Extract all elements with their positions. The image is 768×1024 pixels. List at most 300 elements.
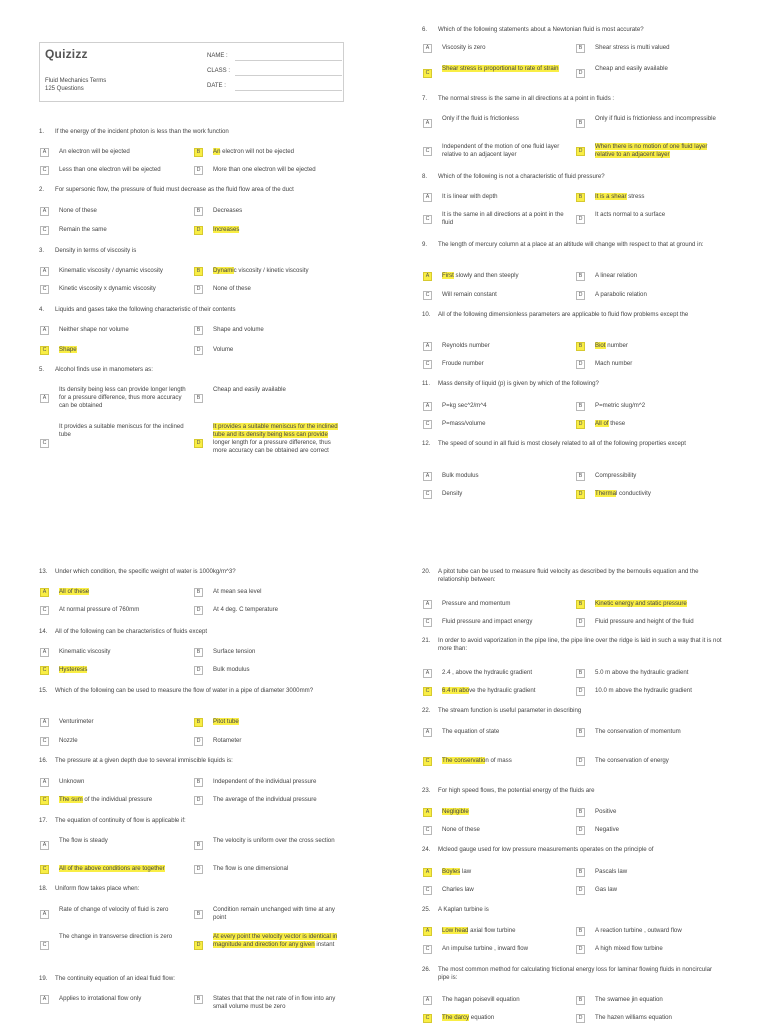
option-b-checkbox[interactable]: B: [576, 728, 585, 737]
option-b-checkbox[interactable]: B: [194, 778, 203, 787]
option-c-checkbox[interactable]: C: [423, 826, 432, 835]
option-a-text: The flow is steady: [59, 837, 108, 844]
option-d-text: [213, 226, 343, 234]
question-prompt: If the energy of the incident photon is less than the work function: [55, 128, 229, 135]
option-c-text: None of these: [442, 826, 480, 833]
highlighted-answer: The conservatio: [442, 757, 486, 764]
option-a-text: Neither shape nor volume: [59, 326, 129, 333]
option-d-checkbox[interactable]: D: [576, 945, 585, 954]
option-c-text: It provides a suitable meniscus for the inclined tube: [59, 423, 184, 438]
question-text: [39, 817, 339, 825]
option-c-text: P=mass/volume: [442, 420, 486, 427]
option-b-checkbox[interactable]: B: [576, 342, 585, 351]
option-c-text: The change in transverse direction is zero: [59, 933, 173, 940]
option-a-text: [59, 588, 189, 596]
option-b-text: 5.0 m above the hydraulic gradient: [595, 669, 689, 676]
question-number: 26.: [422, 966, 431, 973]
option-c-checkbox[interactable]: C: [40, 285, 49, 294]
question-prompt: Which of the following is not a characteristic of fluid pressure?: [438, 173, 605, 180]
highlighted-answer: Kinetic energy and static pressure: [595, 600, 687, 607]
option-a-text: The equation of state: [442, 728, 500, 735]
option-c-checkbox[interactable]: C: [423, 945, 432, 954]
option-b-checkbox[interactable]: B: [576, 119, 585, 128]
option-b-text: [595, 600, 725, 608]
question-prompt: Mcleod gauge used for low pressure measurements operates on the principle of: [438, 846, 654, 853]
option-d-text: The average of the individual pressure: [213, 796, 317, 803]
question-text: [39, 306, 339, 314]
option-d-text: It provides a suitable meniscus for the inclined tube and its density being less can provide longer length for a pressure difference, thus more accuracy can be obtained are correct: [213, 423, 338, 454]
option-a-text: Reynolds number: [442, 342, 490, 349]
option-d-checkbox[interactable]: D: [194, 941, 203, 950]
option-a-text: Its density being less can provide longer length for a pressure difference, thus more accuracy can be obtained: [59, 386, 186, 409]
option-a-checkbox[interactable]: A: [40, 910, 49, 919]
question-prompt: All of the following dimensionless parameters are applicable to fluid flow problems except the: [438, 311, 689, 318]
option-d-checkbox[interactable]: D: [576, 687, 585, 696]
option-c-checkbox[interactable]: C: [423, 420, 432, 429]
option-b-checkbox[interactable]: B: [576, 44, 585, 53]
option-d-text: Mach number: [595, 360, 633, 367]
option-b-text: An electron will not be ejected: [213, 148, 294, 155]
question-text: [422, 311, 722, 327]
option-c-checkbox[interactable]: C: [40, 737, 49, 746]
highlighted-answer: Biot: [595, 342, 606, 349]
option-d-checkbox[interactable]: D: [576, 757, 585, 766]
option-d-text: Bulk modulus: [213, 666, 250, 673]
option-c-text: Kinetic viscosity x dynamic viscosity: [59, 285, 156, 292]
option-b-text: Condition remain unchanged with time at any point: [213, 906, 335, 921]
option-b-checkbox[interactable]: B: [194, 718, 203, 727]
option-a-text: Venturimeter: [59, 718, 94, 725]
option-c-text: Density: [442, 490, 463, 497]
highlighted-answer: Shear stress is proportional to rate of strain: [442, 65, 559, 72]
option-c-text: At normal pressure of 760mm: [59, 606, 140, 613]
option-c-text: Remain the same: [59, 226, 107, 233]
question-number: 4.: [39, 306, 45, 313]
option-d-text: At every point the velocity vector is identical in magnitude and direction for any given instant: [213, 933, 338, 948]
option-b-checkbox[interactable]: B: [576, 868, 585, 877]
option-d-text: A high mixed flow turbine: [595, 945, 663, 952]
option-d-text: None of these: [213, 285, 251, 292]
option-b-checkbox[interactable]: B: [576, 996, 585, 1005]
highlighted-answer: 6.4 m abo: [442, 687, 470, 694]
highlighted-answer: All of these: [59, 588, 90, 595]
option-d-checkbox[interactable]: D: [576, 360, 585, 369]
option-d-checkbox[interactable]: D: [576, 215, 585, 224]
question-text: [422, 707, 722, 715]
question-text: [39, 568, 339, 576]
option-a-checkbox[interactable]: A: [40, 995, 49, 1004]
option-b-checkbox[interactable]: B: [194, 588, 203, 597]
question-number: 17.: [39, 817, 48, 824]
option-a-checkbox[interactable]: A: [40, 718, 49, 727]
option-b-text: It is a shear stress: [595, 193, 645, 200]
option-c-text: The darcy equation: [442, 1014, 495, 1021]
option-d-text: 10.0 m above the hydraulic gradient: [595, 687, 692, 694]
option-c-checkbox[interactable]: C: [40, 606, 49, 615]
option-c-checkbox[interactable]: C: [40, 865, 49, 874]
question-prompt: Liquids and gases take the following characteristic of their contents: [55, 306, 236, 313]
question-prompt: The speed of sound in all fluid is most closely related to all of the following properties except: [438, 440, 686, 447]
question-text: [422, 966, 722, 982]
highlighted-answer: Low head: [442, 927, 469, 934]
option-c-checkbox[interactable]: C: [423, 215, 432, 224]
brand-logo: Quizizz: [45, 47, 88, 61]
option-a-text: Viscosity is zero: [442, 44, 486, 51]
option-d-text: Thermal conductivity: [595, 490, 651, 497]
question-prompt: The equation of continuity of flow is applicable if:: [55, 817, 186, 824]
question-number: 2.: [39, 186, 45, 193]
option-b-checkbox[interactable]: B: [194, 910, 203, 919]
option-c-text: Froude number: [442, 360, 484, 367]
question-number: 6.: [422, 26, 428, 33]
option-a-text: Applies to irrotational flow only: [59, 995, 142, 1002]
option-a-text: Kinematic viscosity / dynamic viscosity: [59, 267, 163, 274]
question-text: [39, 885, 339, 893]
highlighted-answer: The sum: [59, 796, 83, 803]
question-prompt: Which of the following statements about a Newtonian fluid is most accurate?: [438, 26, 644, 33]
option-a-checkbox[interactable]: A: [40, 588, 49, 597]
option-c-text: [442, 65, 572, 73]
option-b-checkbox[interactable]: B: [576, 600, 585, 609]
question-prompt: Which of the following can be used to measure the flow of water in a pipe of diameter 3000mm?: [55, 687, 314, 694]
question-number: 19.: [39, 975, 48, 982]
question-number: 13.: [39, 568, 48, 575]
question-number: 8.: [422, 173, 428, 180]
option-b-checkbox[interactable]: B: [194, 207, 203, 216]
option-a-checkbox[interactable]: A: [423, 472, 432, 481]
option-c-text: The sum of the individual pressure: [59, 796, 153, 803]
option-b-text: Pascals law: [595, 868, 628, 875]
option-b-checkbox[interactable]: B: [194, 326, 203, 335]
option-b-text: The conservation of momentum: [595, 728, 681, 735]
option-c-checkbox[interactable]: C: [423, 886, 432, 895]
question-text: [39, 186, 339, 194]
option-d-checkbox[interactable]: D: [194, 865, 203, 874]
question-number: 11.: [422, 380, 431, 387]
option-c-text: An impulse turbine , inward flow: [442, 945, 529, 952]
option-b-checkbox[interactable]: B: [576, 193, 585, 202]
highlighted-answer: It is a shear: [595, 193, 627, 200]
question-number: 18.: [39, 885, 48, 892]
question-number: 21.: [422, 637, 431, 644]
question-text: [39, 757, 339, 765]
option-b-text: A linear relation: [595, 272, 638, 279]
question-text: [422, 26, 722, 34]
option-b-text: Cheap and easily available: [213, 386, 286, 393]
option-d-text: All of these: [595, 420, 626, 427]
highlighted-answer: Negligible: [442, 808, 469, 815]
option-d-text: The hazen williams equation: [595, 1014, 672, 1021]
question-text: [422, 380, 722, 388]
option-d-text: It acts normal to a surface: [595, 211, 666, 218]
option-b-text: P=metric slug/m^2: [595, 402, 646, 409]
question-number: 22.: [422, 707, 431, 714]
option-d-checkbox[interactable]: D: [194, 606, 203, 615]
option-a-checkbox[interactable]: A: [423, 927, 432, 936]
option-a-checkbox[interactable]: A: [423, 868, 432, 877]
option-c-text: [59, 346, 189, 354]
option-c-text: [59, 666, 189, 674]
option-c-text: Nozzle: [59, 737, 78, 744]
option-b-text: Only if fluid is frictionless and incompressible: [595, 115, 716, 122]
option-c-checkbox[interactable]: C: [423, 291, 432, 300]
option-a-checkbox[interactable]: A: [423, 728, 432, 737]
option-b-checkbox[interactable]: B: [194, 394, 203, 403]
quiz-header: [39, 42, 344, 102]
option-d-text: A parabolic relation: [595, 291, 647, 298]
option-a-checkbox[interactable]: A: [423, 402, 432, 411]
question-prompt: The pressure at a given depth due to several immiscible liquids is:: [55, 757, 233, 764]
option-d-text: At 4 deg. C temperature: [213, 606, 279, 613]
option-b-checkbox[interactable]: B: [194, 148, 203, 157]
option-b-checkbox[interactable]: B: [576, 472, 585, 481]
question-prompt: The stream function is useful parameter in describing: [438, 707, 582, 714]
question-text: [422, 787, 722, 795]
question-number: 25.: [422, 906, 431, 913]
option-c-checkbox[interactable]: C: [423, 757, 432, 766]
option-c-checkbox[interactable]: C: [40, 796, 49, 805]
question-prompt: The length of mercury column at a place at an altitude will change with respect to that at ground in:: [438, 241, 704, 248]
question-number: 16.: [39, 757, 48, 764]
quiz-subtitle: Fluid Mechanics Terms: [45, 78, 107, 84]
option-d-text: The flow is one dimensional: [213, 865, 289, 872]
option-c-text: Charles law: [442, 886, 474, 893]
option-b-checkbox[interactable]: B: [576, 669, 585, 678]
option-b-text: The swamee jin equation: [595, 996, 663, 1003]
option-c-text: Fluid pressure and impact energy: [442, 618, 533, 625]
option-d-checkbox[interactable]: D: [194, 285, 203, 294]
option-b-text: A reaction turbine , outward flow: [595, 927, 682, 934]
highlighted-answer: Boyles: [442, 868, 461, 875]
question-prompt: Under which condition, the specific weight of water is 1000kg/m^3?: [55, 568, 236, 575]
option-c-text: The conservation of mass: [442, 757, 512, 764]
question-text: [422, 906, 722, 914]
option-a-text: It is linear with depth: [442, 193, 498, 200]
question-text: [422, 173, 722, 181]
option-c-checkbox[interactable]: C: [40, 666, 49, 675]
option-c-text: 6.4 m above the hydraulic gradient: [442, 687, 536, 694]
option-b-checkbox[interactable]: B: [576, 808, 585, 817]
option-a-checkbox[interactable]: A: [40, 394, 49, 403]
option-a-checkbox[interactable]: A: [423, 342, 432, 351]
option-b-checkbox[interactable]: B: [194, 648, 203, 657]
option-b-text: Shear stress is multi valued: [595, 44, 670, 51]
option-d-checkbox[interactable]: D: [194, 737, 203, 746]
question-number: 3.: [39, 247, 45, 254]
option-b-text: Independent of the individual pressure: [213, 778, 317, 785]
option-b-text: At mean sea level: [213, 588, 262, 595]
question-text: [422, 95, 722, 103]
option-c-checkbox[interactable]: C: [423, 618, 432, 627]
option-c-checkbox[interactable]: C: [423, 490, 432, 499]
option-a-checkbox[interactable]: A: [40, 648, 49, 657]
question-prompt: For supersonic flow, the pressure of fluid must decrease as the fluid flow area of the duct: [55, 186, 294, 193]
question-text: [39, 128, 339, 136]
question-text: [422, 568, 722, 584]
option-d-text: Cheap and easily available: [595, 65, 668, 72]
question-text: [39, 628, 339, 636]
option-d-text: The conservation of energy: [595, 757, 669, 764]
question-text: [422, 846, 722, 854]
question-count: 125 Questions: [45, 86, 84, 92]
question-text: [422, 241, 722, 257]
option-d-checkbox[interactable]: D: [576, 1014, 585, 1023]
question-prompt: All of the following can be characteristics of fluids except: [55, 628, 208, 635]
option-a-checkbox[interactable]: A: [40, 207, 49, 216]
option-a-checkbox[interactable]: A: [423, 193, 432, 202]
option-d-text: Volume: [213, 346, 234, 353]
option-c-text: Will remain constant: [442, 291, 497, 298]
option-a-text: Pressure and momentum: [442, 600, 511, 607]
highlighted-answer: The darcy: [442, 1014, 470, 1021]
highlighted-answer: When there is no motion of one fluid layer relative to an adjacent layer: [595, 143, 708, 158]
option-a-text: The hagan poisevill equation: [442, 996, 520, 1003]
option-c-text: [59, 865, 189, 873]
question-number: 9.: [422, 241, 428, 248]
option-c-checkbox[interactable]: C: [40, 166, 49, 175]
option-c-checkbox[interactable]: C: [423, 360, 432, 369]
option-a-text: [442, 808, 572, 816]
question-text: [39, 687, 339, 703]
option-c-checkbox[interactable]: C: [40, 439, 49, 448]
option-d-text: [595, 143, 725, 159]
option-a-text: First slowly and then steeply: [442, 272, 519, 279]
option-b-text: Biot number: [595, 342, 628, 349]
option-c-text: Less than one electron will be ejected: [59, 166, 161, 173]
option-c-checkbox[interactable]: C: [40, 941, 49, 950]
option-d-checkbox[interactable]: D: [576, 69, 585, 78]
option-a-checkbox[interactable]: A: [423, 600, 432, 609]
option-d-checkbox[interactable]: D: [194, 346, 203, 355]
highlighted-answer: It provides a suitable meniscus for the inclined tube and its density being less can provide: [213, 423, 338, 438]
option-c-checkbox[interactable]: C: [423, 147, 432, 156]
option-c-checkbox[interactable]: C: [40, 346, 49, 355]
option-d-checkbox[interactable]: D: [576, 420, 585, 429]
option-a-checkbox[interactable]: A: [40, 326, 49, 335]
option-b-text: Shape and volume: [213, 326, 264, 333]
option-d-text: Rotameter: [213, 737, 242, 744]
question-text: [39, 366, 339, 374]
option-b-checkbox[interactable]: B: [194, 267, 203, 276]
highlighted-answer: Pitot tube: [213, 718, 239, 725]
option-c-checkbox[interactable]: C: [423, 1014, 432, 1023]
option-b-checkbox[interactable]: B: [576, 272, 585, 281]
option-a-text: Kinematic viscosity: [59, 648, 111, 655]
option-a-text: 2.4 , above the hydraulic gradient: [442, 669, 533, 676]
highlighted-answer: An: [213, 148, 221, 155]
option-a-checkbox[interactable]: A: [423, 119, 432, 128]
question-text: [422, 440, 722, 456]
option-a-checkbox[interactable]: A: [423, 272, 432, 281]
question-text: [422, 637, 722, 653]
option-a-text: Unknown: [59, 778, 85, 785]
option-a-text: None of these: [59, 207, 97, 214]
class-field: CLASS :: [207, 68, 342, 74]
question-number: 1.: [39, 128, 45, 135]
option-b-checkbox[interactable]: B: [194, 995, 203, 1004]
question-number: 24.: [422, 846, 431, 853]
option-b-checkbox[interactable]: B: [576, 927, 585, 936]
question-prompt: The normal stress is the same in all directions at a point in fluids :: [438, 95, 615, 102]
option-d-checkbox[interactable]: D: [576, 490, 585, 499]
option-a-text: An electron will be ejected: [59, 148, 130, 155]
option-a-checkbox[interactable]: A: [40, 841, 49, 850]
question-number: 7.: [422, 95, 428, 102]
option-d-checkbox[interactable]: D: [576, 291, 585, 300]
option-d-text: More than one electron will be ejected: [213, 166, 316, 173]
option-a-text: Boyles law: [442, 868, 472, 875]
option-d-checkbox[interactable]: D: [576, 147, 585, 156]
question-text: [39, 247, 339, 255]
highlighted-answer: Increases: [213, 226, 240, 233]
question-number: 12.: [422, 440, 431, 447]
question-prompt: Density in terms of viscosity is: [55, 247, 137, 254]
question-prompt: The most common method for calculating frictional energy loss for laminar flowing fluids in noncircular pipe is:: [438, 966, 712, 981]
date-field: DATE :: [207, 83, 342, 89]
option-b-checkbox[interactable]: B: [194, 841, 203, 850]
option-b-checkbox[interactable]: B: [576, 402, 585, 411]
option-a-checkbox[interactable]: A: [40, 778, 49, 787]
option-a-checkbox[interactable]: A: [40, 267, 49, 276]
option-d-checkbox[interactable]: D: [576, 826, 585, 835]
option-a-text: Low head axial flow turbine: [442, 927, 516, 934]
option-a-checkbox[interactable]: A: [423, 44, 432, 53]
highlighted-answer: All of: [595, 420, 609, 427]
question-prompt: The continuity equation of an ideal fluid flow:: [55, 975, 175, 982]
name-field: NAME :: [207, 53, 342, 59]
option-d-text: Gas law: [595, 886, 618, 893]
option-b-text: Compressibility: [595, 472, 637, 479]
option-a-checkbox[interactable]: A: [40, 148, 49, 157]
option-c-checkbox[interactable]: C: [40, 226, 49, 235]
question-number: 10.: [422, 311, 431, 318]
question-prompt: Mass density of liquid (p) is given by which of the following?: [438, 380, 599, 387]
highlighted-answer: Therma: [595, 490, 616, 497]
option-d-checkbox[interactable]: D: [576, 886, 585, 895]
option-d-checkbox[interactable]: D: [576, 618, 585, 627]
option-a-checkbox[interactable]: A: [423, 996, 432, 1005]
option-c-checkbox[interactable]: C: [423, 687, 432, 696]
option-c-checkbox[interactable]: C: [423, 69, 432, 78]
option-d-checkbox[interactable]: D: [194, 166, 203, 175]
option-d-checkbox[interactable]: D: [194, 226, 203, 235]
option-a-checkbox[interactable]: A: [423, 808, 432, 817]
question-number: 14.: [39, 628, 48, 635]
question-prompt: A Kaplan turbine is: [438, 906, 489, 913]
option-d-checkbox[interactable]: D: [194, 439, 203, 448]
question-prompt: For high speed flows, the potential energy of the fluids are: [438, 787, 595, 794]
option-a-text: Rate of change of velocity of fluid is zero: [59, 906, 169, 913]
question-prompt: A pitot tube can be used to measure fluid velocity as described by the bernoulis equation and the relationship between:: [438, 568, 699, 583]
option-d-text: Fluid pressure and height of the fluid: [595, 618, 694, 625]
option-d-checkbox[interactable]: D: [194, 666, 203, 675]
option-d-text: Negative: [595, 826, 620, 833]
question-number: 20.: [422, 568, 431, 575]
highlighted-answer: All of the above conditions are together: [59, 865, 165, 872]
question-number: 15.: [39, 687, 48, 694]
highlighted-answer: Hysteresis: [59, 666, 88, 673]
option-d-checkbox[interactable]: D: [194, 796, 203, 805]
option-b-text: Positive: [595, 808, 617, 815]
option-a-checkbox[interactable]: A: [423, 669, 432, 678]
option-a-text: P=kg sec^2/m^4: [442, 402, 487, 409]
option-c-text: It is the same in all directions at a point in the fluid: [442, 211, 564, 226]
option-b-text: The velocity is uniform over the cross section: [213, 837, 335, 844]
question-prompt: Uniform flow takes place when:: [55, 885, 140, 892]
option-a-text: Bulk modulus: [442, 472, 479, 479]
option-c-text: Independent of the motion of one fluid layer relative to an adjacent layer: [442, 143, 560, 158]
option-b-text: Dynamic viscosity / kinetic viscosity: [213, 267, 309, 274]
